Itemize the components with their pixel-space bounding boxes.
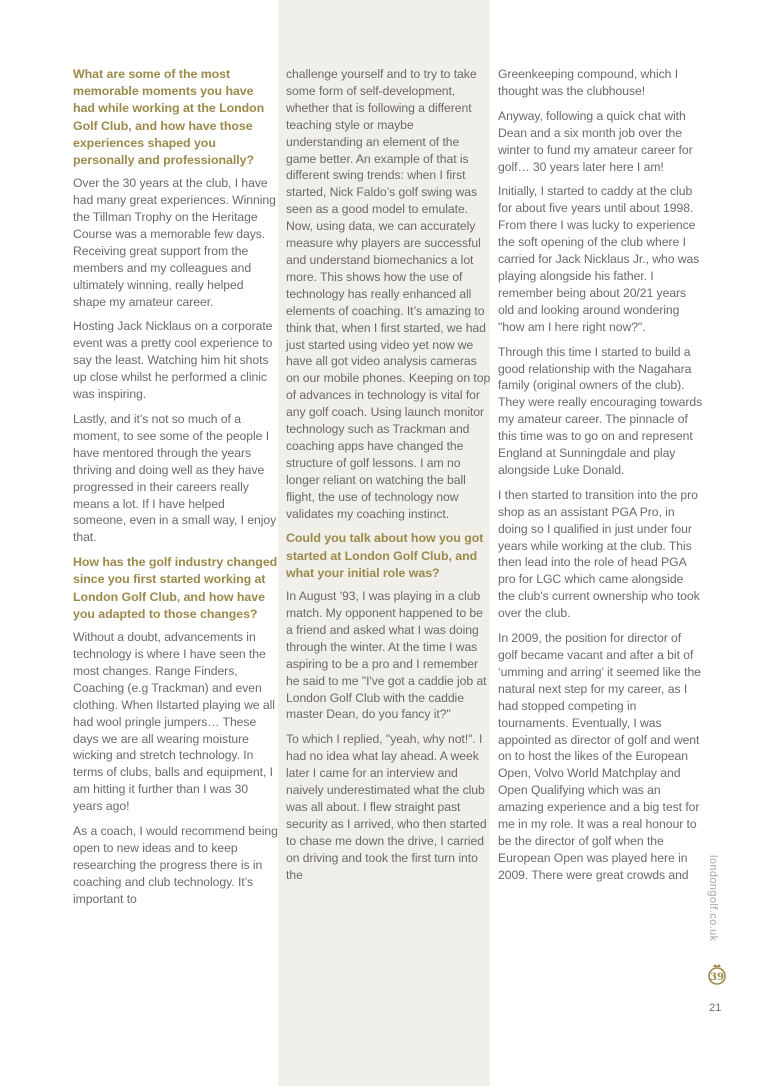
body-paragraph: Over the 30 years at the club, I have had many great experiences. Winning the Tillman Trophy on the Heritage Course was a memorable few days. Receiving great support from the members and my colleagues and ultimately winning, really helped shape my amateur career. xyxy=(73,176,276,309)
question-heading: Could you talk about how you got started at London Golf Club, and what your initial role was? xyxy=(286,531,484,580)
body-paragraph: Greenkeeping compound, which I thought was the clubhouse! xyxy=(498,67,679,98)
svg-text:39: 39 xyxy=(710,972,724,983)
body-paragraph: challenge yourself and to try to take some form of self-development, whether that is following a different teaching style or maybe understanding an element of the game better. An example of that is different swing trends: when I first started, Nick Faldo’s golf swing was seen as a good model to emulate. Now, using data, we can accurately measure why players are successful and understand biomechanics a lot more. This shows how the use of technology has really enhanced all elements of coaching. It’s amazing to think that, when I first started, we had just started using video yet now we have all got video analysis cameras on our mobile phones. Keeping on top of advances in technology is vital for any golf coach. Using launch monitor technology such as Trackman and coaching apps have changed the structure of golf lessons. I am no longer reliant on watching the ball flight, the use of technology now validates my coaching instinct. xyxy=(286,67,491,521)
body-paragraph: I then started to transition into the pro shop as an assistant PGA Pro, in doing so I qualified in just under four years while working at the club. This then lead into the role of head PGA pro for LGC which came alongside the club's current ownership who took over the club. xyxy=(498,487,700,621)
side-footer xyxy=(707,855,727,955)
body-paragraph: In August '93, I was playing in a club match. My opponent happened to be a friend and asked what I was doing through the winter. At the time I was aspiring to be a pro and I remember he said to me "I've got a caddie job at London Golf Club with the caddie master Dean, do you fancy it?" xyxy=(286,589,487,722)
body-paragraph: Through this time I started to build a good relationship with the Nagahara family (original owners of the club). They were really encouraging towards my amateur career. The pinnacle of this time was to go on and represent England at Sunningdale and play alongside Luke Donald. xyxy=(498,344,703,477)
body-paragraph: Hosting Jack Nicklaus on a corporate event was a pretty cool experience to say the least. Watching him hit shots up close whilst he performed a clinic was inspiring. xyxy=(73,319,273,402)
club-crest-icon xyxy=(707,962,727,986)
page-number: 21 xyxy=(709,1002,722,1014)
body-paragraph: Without a doubt, advancements in technology is where I have seen the most changes. Range Finders, Coaching (e.g Trackman) and even clothing. When Ilstarted playing we all had wool pringle jumpers… These days we are all wearing moisture wicking and stretch technology. In terms of clubs, balls and equipment, I am hitting it further than I was 30 years ago! xyxy=(73,630,275,814)
body-paragraph: Anyway, following a quick chat with Dean and a six month job over the winter to fund my amateur career for golf… 30 years later here I am! xyxy=(498,108,693,174)
article-column-3 xyxy=(498,66,703,892)
article-column-2 xyxy=(286,66,491,891)
question-heading: How has the golf industry changed since you first started working at London Golf Club, and how have you adapted to those changes? xyxy=(73,555,278,621)
website-url: londongolf.co.uk xyxy=(707,855,719,942)
article-column-1 xyxy=(73,66,278,916)
question-heading: What are some of the most memorable moments you have had while working at the London Golf Club, and how have those experiences shaped you personally and professionally? xyxy=(73,67,265,168)
body-paragraph: Initially, I started to caddy at the club for about five years until about 1998. From there I was lucky to experience the soft opening of the club where I carried for Jack Nicklaus Jr., who was playing alongside his father. I remember being about 20/21 years old and looking around wondering "how am I here right now?". xyxy=(498,184,700,334)
body-paragraph: As a coach, I would recommend being open to new ideas and to keep researching the progress there is in coaching and club technology. It’s important to xyxy=(73,824,278,906)
body-paragraph: To which I replied, "yeah, why not!". I had no idea what lay ahead. A week later I came for an interview and naively underestimated what the club was all about. I flew straight past security as I arrived, who then started to chase me down the drive, I carried on driving and took the first turn into the xyxy=(286,732,487,882)
body-paragraph: In 2009, the position for director of golf became vacant and after a bit of ‘umming and arring’ it seemed like the natural next step for my career, as I had stopped competing in tournaments. Eventually, I was appointed as director of golf and went on to host the likes of the European Open, Volvo World Matchplay and Open Qualifying which was an amazing experience and a big test for me in my role. It was a real honour to be the director of golf when the European Open was played here in 2009. There were great crowds and xyxy=(498,631,701,882)
body-paragraph: Lastly, and it’s not so much of a moment, to see some of the people I have mentored through the years thriving and doing well as they have progressed in their careers really means a lot. If I have helped someone, even in a small way, I enjoy that. xyxy=(73,412,277,545)
